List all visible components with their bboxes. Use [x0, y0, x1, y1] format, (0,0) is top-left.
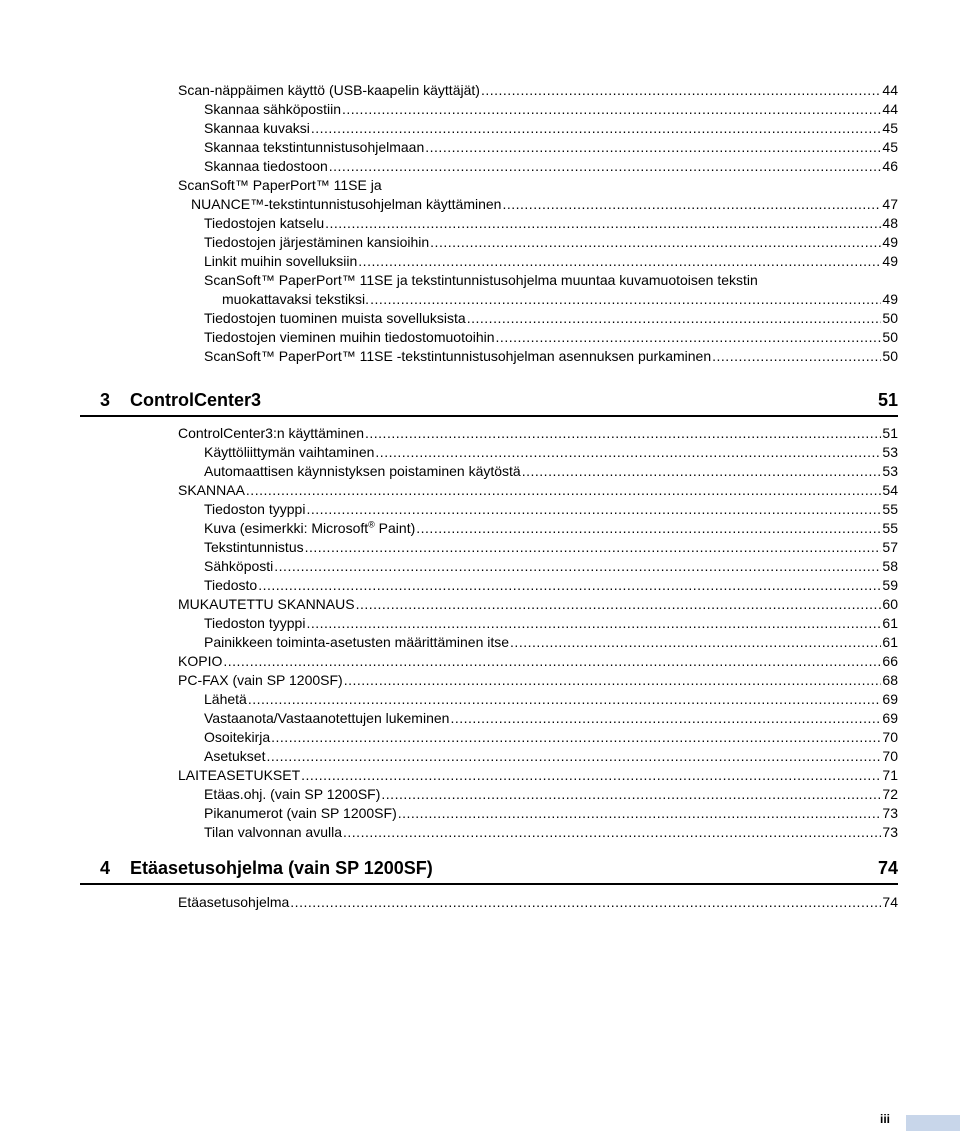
dot-leader	[381, 785, 881, 804]
toc-entry-page: 72	[882, 786, 898, 802]
dot-leader	[370, 290, 881, 309]
dot-leader	[248, 690, 882, 709]
toc-entry-page: 50	[882, 310, 898, 326]
toc-entry[interactable]	[178, 823, 898, 842]
toc-entry-title: Tiedostojen katselu	[204, 215, 325, 231]
toc-entry-page: 48	[882, 215, 898, 231]
dot-leader	[342, 100, 881, 119]
dot-leader	[712, 347, 881, 366]
toc-entry-title: muokattavaksi tekstiksi.	[222, 291, 370, 307]
toc-entry-page: 49	[882, 253, 898, 269]
toc-entry-title: NUANCE™-tekstintunnistusohjelman käyttäminen	[191, 196, 502, 212]
toc-entry-title: Pikanumerot (vain SP 1200SF)	[204, 805, 397, 821]
dot-leader	[246, 481, 882, 500]
toc-entry[interactable]	[178, 214, 898, 233]
toc-entry-title: Scan-näppäimen käyttö (USB-kaapelin käyttäjät)	[178, 82, 480, 98]
toc-entry-title: LAITEASETUKSET	[178, 767, 301, 783]
toc-entry-page: 59	[882, 577, 898, 593]
toc-entry[interactable]	[178, 538, 898, 557]
dot-leader	[502, 195, 881, 214]
toc-entry-title: Osoitekirja	[204, 729, 271, 745]
dot-leader	[425, 138, 881, 157]
dot-leader	[305, 538, 882, 557]
toc-entry[interactable]	[178, 252, 898, 271]
toc-entry-title: Tiedoston tyyppi	[204, 615, 306, 631]
dot-leader	[481, 81, 881, 100]
toc-entry-title: Tiedostojen vieminen muihin tiedostomuotoihin	[204, 329, 495, 345]
toc-entry-page: 55	[882, 520, 898, 536]
toc-entry[interactable]	[178, 100, 898, 119]
chapter-page: 51	[877, 389, 898, 410]
dot-leader	[496, 328, 882, 347]
toc-entry[interactable]	[178, 443, 898, 462]
toc-entry-page: 45	[882, 120, 898, 136]
toc-entry-title: Automaattisen käynnistyksen poistaminen käytöstä	[204, 463, 521, 479]
toc-entry-title: Tiedostojen järjestäminen kansioihin	[204, 234, 430, 250]
toc-entry-page: 61	[882, 615, 898, 631]
toc-entry-title-part: Paint)	[374, 520, 416, 536]
toc-entry-page: 50	[882, 348, 898, 364]
toc-entry[interactable]	[178, 500, 898, 519]
toc-entry[interactable]	[178, 595, 898, 614]
toc-entry[interactable]	[178, 576, 898, 595]
toc-entry-title: Painikkeen toiminta-asetusten määrittäminen itse	[204, 634, 510, 650]
toc-entry-title: ControlCenter3:n käyttäminen	[178, 425, 364, 441]
toc-entry-title: Käyttöliittymän vaihtaminen	[204, 444, 375, 460]
toc-entry-page: 55	[882, 501, 898, 517]
toc-entry-page: 49	[882, 291, 898, 307]
toc-entry-title: Tiedostojen tuominen muista sovelluksista	[204, 310, 466, 326]
dot-leader	[375, 443, 881, 462]
dot-leader	[301, 766, 881, 785]
toc-entry-page: 60	[882, 596, 898, 612]
toc-entry-title: ScanSoft™ PaperPort™ 11SE -tekstintunnistusohjelman asennuksen purkaminen	[204, 348, 712, 364]
dot-leader	[274, 557, 881, 576]
dot-leader	[223, 652, 881, 671]
toc-entry[interactable]	[178, 709, 898, 728]
toc-entry-page: 73	[882, 824, 898, 840]
toc-entry-convert-line2[interactable]	[178, 290, 898, 309]
toc-entry-page: 71	[882, 767, 898, 783]
dot-leader	[430, 233, 881, 252]
chapter-number: 4	[100, 857, 111, 878]
toc-entry-title: Sähköposti	[204, 558, 274, 574]
dot-leader	[450, 709, 881, 728]
toc-entry-page: 44	[882, 101, 898, 117]
toc-entry-page: 74	[882, 894, 898, 910]
toc-entry-page: 50	[882, 329, 898, 345]
toc-entry-page: 69	[882, 691, 898, 707]
toc-entry[interactable]	[178, 309, 898, 328]
toc-entry-page: 70	[882, 748, 898, 764]
toc-entry-page: 70	[882, 729, 898, 745]
toc-entry-title: Linkit muihin sovelluksiin	[204, 253, 358, 269]
toc-entry[interactable]	[178, 347, 898, 366]
toc-entry-convert-line1[interactable]	[178, 271, 898, 290]
toc-entry-page: 57	[882, 539, 898, 555]
toc-entry[interactable]	[178, 652, 898, 671]
toc-chapter2-tail	[178, 81, 898, 366]
dot-leader	[356, 595, 882, 614]
toc-entry-title: Etäas.ohj. (vain SP 1200SF)	[204, 786, 381, 802]
dot-leader	[358, 252, 881, 271]
toc-entry[interactable]	[178, 328, 898, 347]
toc-entry-page: 49	[882, 234, 898, 250]
toc-entry-title: Vastaanota/Vastaanotettujen lukeminen	[204, 710, 450, 726]
dot-leader	[290, 893, 881, 912]
toc-entry[interactable]	[178, 690, 898, 709]
dot-leader	[271, 728, 881, 747]
toc-entry-title: Lähetä	[204, 691, 247, 707]
dot-leader	[258, 576, 881, 595]
toc-entry-title: KOPIO	[178, 653, 223, 669]
chapter-title: Etäasetusohjelma (vain SP 1200SF)	[130, 857, 433, 878]
toc-entry[interactable]	[178, 804, 898, 823]
dot-leader	[522, 462, 882, 481]
toc-entry[interactable]	[178, 233, 898, 252]
toc-entry-title-part: Kuva (esimerkki: Microsoft	[204, 520, 369, 536]
toc-entry-page: 61	[882, 634, 898, 650]
toc-entry-title: Skannaa tekstintunnistusohjelmaan	[204, 139, 425, 155]
dot-leader	[306, 614, 881, 633]
toc-entry-page: 73	[882, 805, 898, 821]
toc-entry[interactable]	[178, 138, 898, 157]
dot-leader	[510, 633, 881, 652]
toc-entry[interactable]	[178, 81, 898, 100]
toc-entry-page: 47	[882, 196, 898, 212]
toc-entry-title: Tekstintunnistus	[204, 539, 304, 555]
toc-entry[interactable]	[178, 728, 898, 747]
toc-entry-title: Etäasetusohjelma	[178, 894, 290, 910]
toc-entry[interactable]	[178, 614, 898, 633]
toc-entry[interactable]	[178, 424, 898, 443]
dot-leader	[329, 157, 882, 176]
toc-entry[interactable]	[178, 785, 898, 804]
toc-entry[interactable]	[178, 893, 898, 912]
toc-entry-title: Tiedoston tyyppi	[204, 501, 306, 517]
toc-entry-title	[204, 519, 415, 538]
toc-entry-title: Tiedosto	[204, 577, 258, 593]
toc-entry-page: 53	[882, 463, 898, 479]
toc-entry[interactable]	[178, 519, 898, 538]
toc-chapter3-entries	[178, 424, 898, 842]
toc-entry[interactable]	[178, 481, 898, 500]
toc-entry-title: Tilan valvonnan avulla	[204, 824, 343, 840]
toc-entry-page: 45	[882, 139, 898, 155]
toc-entry-title: ScanSoft™ PaperPort™ 11SE ja tekstintunnistusohjelma muuntaa kuvamuotoisen tekstin	[204, 272, 758, 288]
dot-leader	[467, 309, 882, 328]
dot-leader	[398, 804, 882, 823]
registered-mark: ®	[368, 519, 375, 530]
toc-entry-page: 58	[882, 558, 898, 574]
dot-leader	[343, 823, 881, 842]
toc-entry-scansoft-line1[interactable]	[178, 176, 898, 195]
toc-entry-title: Skannaa sähköpostiin	[204, 101, 341, 117]
toc-entry[interactable]	[178, 157, 898, 176]
toc-entry-page: 54	[882, 482, 898, 498]
toc-entry-title: Skannaa tiedostoon	[204, 158, 328, 174]
toc-entry-page: 51	[882, 425, 898, 441]
dot-leader	[365, 424, 881, 443]
toc-entry[interactable]	[178, 462, 898, 481]
chapter-heading-3[interactable]	[80, 385, 898, 417]
toc-entry-page: 69	[882, 710, 898, 726]
dot-leader	[416, 519, 881, 538]
toc-entry[interactable]	[178, 557, 898, 576]
dot-leader	[266, 747, 881, 766]
dot-leader	[344, 671, 882, 690]
toc-entry-page: 46	[882, 158, 898, 174]
chapter-title: ControlCenter3	[130, 389, 262, 410]
toc-entry[interactable]	[178, 633, 898, 652]
toc-entry-title: Asetukset	[204, 748, 266, 764]
toc-entry-page: 68	[882, 672, 898, 688]
dot-leader	[325, 214, 881, 233]
chapter-number: 3	[100, 389, 111, 410]
toc-entry-title: MUKAUTETTU SKANNAUS	[178, 596, 355, 612]
toc-entry[interactable]	[178, 671, 898, 690]
toc-entry-page: 53	[882, 444, 898, 460]
footer-tab-marker	[906, 1115, 960, 1131]
toc-entry-title: Skannaa kuvaksi	[204, 120, 310, 136]
toc-chapter4-entries	[178, 893, 898, 912]
toc-entry[interactable]	[178, 747, 898, 766]
toc-entry[interactable]	[178, 766, 898, 785]
toc-entry[interactable]	[178, 119, 898, 138]
toc-entry-page: 44	[882, 82, 898, 98]
toc-entry-scansoft-line2[interactable]	[178, 195, 898, 214]
dot-leader	[311, 119, 882, 138]
chapter-page: 74	[877, 857, 898, 878]
toc-entry-title: SKANNAA	[178, 482, 245, 498]
chapter-heading-4[interactable]	[80, 853, 898, 885]
toc-entry-title: ScanSoft™ PaperPort™ 11SE ja	[178, 177, 382, 193]
toc-entry-page: 66	[882, 653, 898, 669]
page-number: iii	[880, 1112, 891, 1126]
toc-entry-title: PC-FAX (vain SP 1200SF)	[178, 672, 343, 688]
dot-leader	[306, 500, 881, 519]
